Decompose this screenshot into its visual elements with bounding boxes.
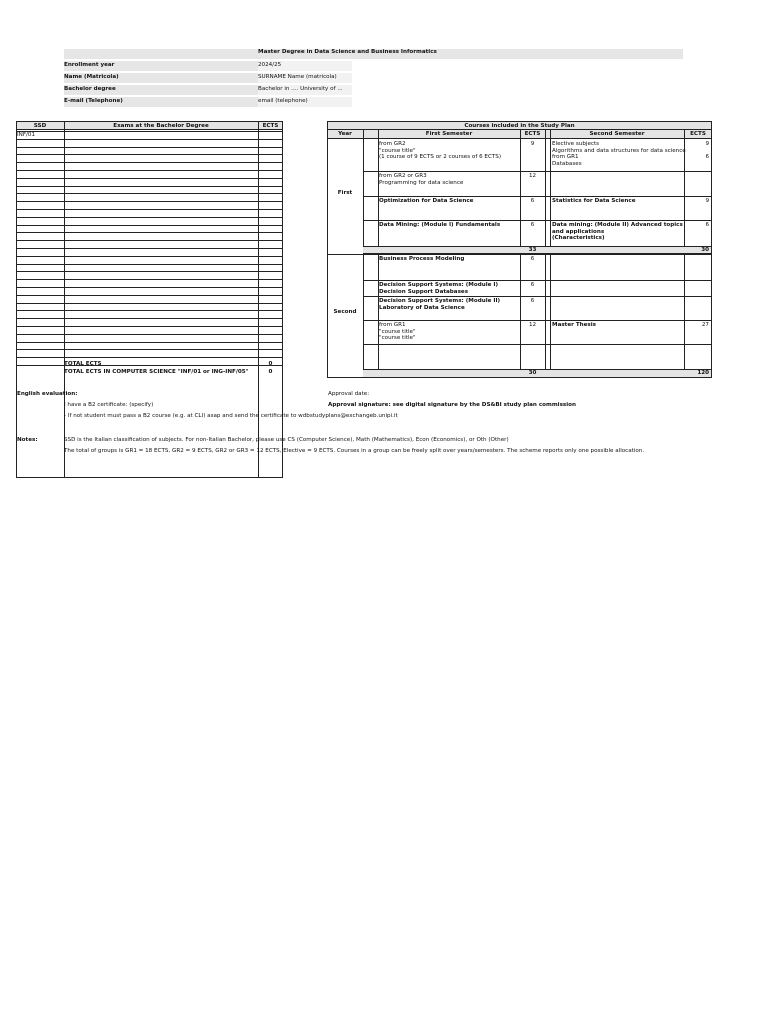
first-semester-course: Decision Support Systems: (Module II) Laboratory of Data Science <box>379 298 501 311</box>
second-semester-course: Master Thesis <box>552 322 597 328</box>
second-semester-course <box>552 298 686 320</box>
exam-row-line <box>16 154 283 155</box>
exam-row-line <box>16 225 283 226</box>
exam-row-line <box>16 334 283 335</box>
second-semester-ects: 9 <box>705 198 709 204</box>
exam-row-line <box>16 170 283 171</box>
exam-row-line <box>16 287 283 288</box>
first-year-sem1-total: 33 <box>528 247 537 253</box>
second-semester-header: Second Semester <box>589 131 645 137</box>
second-semester-course <box>552 282 686 296</box>
approval-signature: Approval signature: see digital signature by the DS&BI study plan commission <box>328 402 576 408</box>
info-value: email (telephone) <box>258 98 308 104</box>
first-semester-header: First Semester <box>425 131 473 137</box>
first-semester-ects: 6 <box>530 222 535 228</box>
total-cs-ects-label: TOTAL ECTS IN COMPUTER SCIENCE "INF/01 or ING-INF/05" <box>64 369 249 375</box>
second-semester-course: Data mining: (Module II) Advanced topics and applications (Characteristics) <box>552 222 683 241</box>
plan-row-line <box>363 344 712 345</box>
b2-course-note: - If not student must pass a B2 course (e.g. at CLI) asap and send the certificate to wdbstudyplans@exchangeb.unipi.it <box>64 413 398 419</box>
exam-row-line <box>16 264 283 265</box>
total-ects-value: 0 <box>268 361 273 367</box>
year-second-label: Second <box>333 309 357 315</box>
program-title: Master Degree in Data Science and Business Informatics <box>258 49 437 55</box>
second-semester-course <box>552 256 686 280</box>
english-evaluation-label: English evaluation: <box>17 391 78 397</box>
notes-line-ssd: SSD is the Italian classification of subjects. For non-Italian Bachelor, please use CS (Computer Science), Math (Mathematics), Econ (Economics), or Oth (Other) <box>64 437 509 443</box>
exam-row-line <box>16 310 283 311</box>
exam-row-line <box>16 240 283 241</box>
first-semester-course: Optimization for Data Science <box>379 198 474 204</box>
ects-header: ECTS <box>262 123 279 129</box>
year-first-label: First <box>337 190 353 196</box>
year-separator <box>327 254 712 255</box>
info-label: Enrollment year <box>64 62 115 68</box>
grand-total-ects: 120 <box>697 370 709 376</box>
exam-row-line <box>16 271 283 272</box>
first-semester-course: from GR2 "course title" (1 course of 9 ECTS or 2 courses of 6 ECTS) <box>379 141 502 160</box>
first-semester-ects: 6 <box>530 298 535 304</box>
second-semester-ects: 27 <box>701 322 709 328</box>
column-divider <box>258 121 259 478</box>
ects-header: ECTS <box>690 131 706 137</box>
first-semester-ects: 12 <box>528 322 537 328</box>
first-year-sem2-total: 30 <box>701 247 709 253</box>
exam-row-line <box>16 318 283 319</box>
exam-row-line <box>16 326 283 327</box>
exams-table-border <box>16 121 283 478</box>
info-label: Bachelor degree <box>64 86 116 92</box>
first-semester-ects: 6 <box>530 256 535 262</box>
plan-row-line <box>363 220 712 221</box>
first-semester-ects: 6 <box>530 198 535 204</box>
second-semester-course: Elective subjects Algorithms and data structures for data science from GR1 Databases <box>552 141 686 167</box>
first-semester-ects: 9 <box>530 141 535 147</box>
ssd-header: SSD <box>33 123 47 129</box>
exam-row-line <box>16 279 283 280</box>
exam-row-line <box>16 147 283 148</box>
year-header: Year <box>338 131 352 137</box>
info-value: SURNAME Name (matricola) <box>258 74 337 80</box>
exam-row-line <box>16 139 283 140</box>
exam-row-line <box>16 248 283 249</box>
ects-header: ECTS <box>524 131 541 137</box>
total-ects-label: TOTAL ECTS <box>64 361 102 367</box>
first-semester-course: Decision Support Systems: (Module I) Decision Support Databases <box>379 282 498 295</box>
exams-header: Exams at the Bachelor Degree <box>113 123 209 129</box>
plan-row-line <box>363 296 712 297</box>
exam-row-line <box>16 209 283 210</box>
exam-row-line <box>16 256 283 257</box>
first-ssd: INF/01 <box>17 132 36 138</box>
exam-row-line <box>16 349 283 350</box>
exam-row-line <box>16 193 283 194</box>
info-label: Name (Matricola) <box>64 74 119 80</box>
notes-line-groups: The total of groups is GR1 = 18 ECTS, GR2 = 9 ECTS, GR2 or GR3 = 12 ECTS, Elective = 9 ECTS. Courses in a group can be freely split over years/semesters. The scheme reports only one possible allocation. <box>64 448 645 454</box>
info-label: E-mail (Telephone) <box>64 98 123 104</box>
exam-row-line <box>16 342 283 343</box>
exam-row-line <box>16 232 283 233</box>
first-semester-ects: 6 <box>530 282 535 288</box>
second-year-sem1-total: 30 <box>528 370 537 376</box>
plan-row-line <box>363 196 712 197</box>
exam-row-line <box>16 186 283 187</box>
exam-row-line <box>16 131 283 132</box>
second-semester-ects: 9 6 <box>705 141 709 160</box>
approval-date-label: Approval date: <box>328 391 370 397</box>
first-semester-ects: 12 <box>528 173 537 179</box>
plan-row-line <box>363 280 712 281</box>
exam-row-line <box>16 178 283 179</box>
column-divider <box>64 121 65 478</box>
plan-row-line <box>363 171 712 172</box>
total-cs-ects-value: 0 <box>268 369 273 375</box>
plan-row-line <box>363 320 712 321</box>
b2-certificate-line: I have a B2 certificate: (specify) <box>64 402 154 408</box>
plan-title: Courses included in the Study Plan <box>464 123 575 129</box>
info-value: Bachelor in .... University of ... <box>258 86 343 92</box>
exam-row-line <box>16 201 283 202</box>
exam-row-line <box>16 303 283 304</box>
exam-row-line <box>16 357 283 358</box>
first-semester-course: from GR2 or GR3 Programming for data science <box>379 173 464 186</box>
info-value: 2024/25 <box>258 62 282 68</box>
first-semester-course: Business Process Modeling <box>379 256 465 262</box>
second-semester-course: Statistics for Data Science <box>552 198 636 204</box>
notes-label: Notes: <box>17 437 38 443</box>
first-semester-course: Data Mining: (Module I) Fundamentals <box>379 222 501 228</box>
second-semester-course <box>552 173 686 196</box>
exam-row-line <box>16 295 283 296</box>
second-semester-ects: 6 <box>705 222 709 228</box>
exam-row-line <box>16 365 283 366</box>
exam-row-line <box>16 217 283 218</box>
exam-row-line <box>16 162 283 163</box>
first-semester-course: from GR1 "course title" "course title" <box>379 322 416 341</box>
